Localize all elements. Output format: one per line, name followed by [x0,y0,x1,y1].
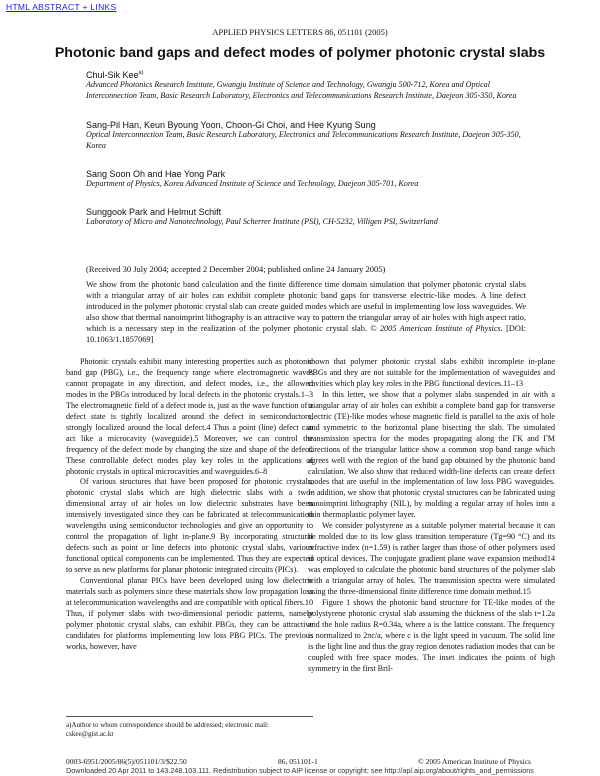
paragraph: shown that polymer photonic crystal slabs exhibit incomplete in-plane PBGs and they are not suitable for the implementation of waveguides and cavities which play key roles in the PBG functional devices.11–13 [308,357,555,388]
author-affiliation: Advanced Photonics Research Institute, Gwangju Institute of Science and Technology, Gwangju 500-712, Korea and Optical Interconnection Team, Basic Research Laboratory, Electronics and Telecommunications Research Institute, Daejeon 305-350, Korea [86,80,517,100]
author-names: Sunggook Park and Helmut Schift [86,207,222,217]
paragraph: Conventional planar PICs have been developed using low dielectric materials such as polymers since these materials show low propagation loss at telecommunication wavelengths and are compatible with optical fibers.10 Thus, if polymer slabs with two-dimensional periodic patterns, namely polymer photonic crystal slabs, can exhibit PBGs, they can be attractive candidates for platforms implementing low loss PBG PICs. The previous works, however, have [66,576,314,651]
footnote: a)Author to whom correspondence should be addressed; electronic mail: cskee@gist.ac.kr [66,716,313,739]
author-group-3 [86,169,526,190]
body-column-right [308,357,555,675]
paragraph: Of various structures that have been proposed for photonic crystals, photonic crystal slabs which are high dielectric slabs with a two-dimensional array of air holes on low dielectric substrates have been intensively investigated since they can be fabricated at telecommunication wavelengths using semiconductor technologies and give an opportunity to control the propagation of light in-plane.9 By incorporating structural defects such as point or line defects into photonic crystal slabs, various functional optical components can be implemented. Thus they are expected to serve as new platforms for planar photonic integrated circuits (PICs). [66,477,313,575]
doi-link[interactable]: [DOI: 10.1063/1.1857069] [86,323,526,344]
author-affiliation: Optical Interconnection Team, Basic Research Laboratory, Electronics and Telecommunications Research Institute, Daejeon 305-350, Korea [86,130,521,150]
author-group-2 [86,120,526,151]
author-group-1 [86,70,526,101]
page-title: Photonic band gaps and defect modes of polymer photonic crystal slabs [54,45,546,61]
paragraph: In this letter, we show that a polymer slabs suspended in air with a triangular array of air holes can exhibit a complete band gap for transverse electric (TE)-like modes whose magnetic field is parallel to the axis of hole and symmetric to the horizontal plane bisecting the slab. The simulated transmission spectra for the modes propagating along the ΓK and ΓM directions of the triangular lattice show a common stop band range which agrees well with the region of the band gap obtained by the photonic band calculation. We also show that reduced width-line defects can create defect modes that are useful in the implementation of low loss PBG waveguides. In addition, we show that photonic crystal structures can be fabricated using nanoimprint lithography (NIL), by molding a regular array of holes into a thin thermoplastic polymer layer. [308,389,555,520]
received-dates: (Received 30 July 2004; accepted 2 December 2004; published online 24 January 2005) [86,264,386,274]
html-abstract-links[interactable]: HTML ABSTRACT + LINKS [6,2,117,12]
paragraph: Figure 1 shows the photonic band structure for TE-like modes of the polystyrene photonic crystal slab assuming the thickness of the slab t=1.2a and the hole radius R=0.34a, where a is the lattice constant. The frequency is normalized to 2πc/a, where c is the light speed in vacuum. The solid line is the light line and thus the gray region denotes radiation modes that can be coupled with free space modes. The inset indicates the points of high symmetry in the first Bril- [308,597,555,673]
author-affiliation: Department of Physics, Korea Advanced Institute of Science and Technology, Daejeon 305-701, Korea [86,179,419,189]
author-affiliation: Laboratory of Micro and Nanotechnology, Paul Scherrer Institute (PSI), CH-5232, Villigen PSI, Switzerland [86,217,438,227]
download-notice: Downloaded 20 Apr 2011 to 143.248.103.111. Redistribution subject to AIP license or copyright; see http://apl.aip.org/about/rights_and_permissions [66,766,534,775]
footer-copyright: © 2005 American Institute of Physics [418,757,531,766]
author-names: Sang Soon Oh and Hae Yong Park [86,169,226,179]
abstract [86,280,526,346]
author-group-4 [86,207,526,228]
copyright-line: © 2005 American Institute of Physics. [370,323,503,333]
body-column-left [66,357,313,653]
author-names: Chul-Sik Kee$^{a)}$ [86,70,144,80]
paragraph: Photonic crystals exhibit many interesting properties such as photonic band gap (PBG), i.e., the frequency range where electromagnetic waves cannot propagate in any direction, and defect modes, i.e., the allowed modes in the PBGs introduced by local defects in the photonic crystals.1–3 The electromagnetic field of a defect mode is, just as the wave function of a defect state is tightly localized around the defect in semiconductors, strongly localized around the local defect.4 Thus a point (line) defect can act like a microcavity (waveguide).5 Moreover, we can control the frequency of the defect mode by changing the size and shape of the defect. These controllable defect modes play key roles in the applications of photonic crystals in optical microcavities and waveguides.6–8 [66,357,313,476]
author-names: Sang-Pil Han, Keun Byoung Yoon, Choon-Gi Choi, and Hee Kyung Sung [86,120,376,130]
running-head: APPLIED PHYSICS LETTERS 86, 051101 (2005) [212,27,388,37]
paragraph: We consider polystyrene as a suitable polymer material because it can be molded due to its low glass transition temperature (Tg=90 °C) and its refractive index (n=1.59) is rather larger than those of other polymers used in optical devices. The conjugate gradient plane wave expansion method14 was employed to calculate the photonic band structures of the polymer slab with a triangular array of holes. The transmission spectra were simulated using the three-dimensional finite difference time domain method.15 [308,521,555,597]
footer-left: 0003-6951/2005/86(5)/051101/3/$22.50 [66,757,187,766]
abstract-text: We show from the photonic band calculation and the finite difference time domain simulation that polymer photonic crystal slabs with a triangular array of air holes can exhibit complete photonic band gaps for transverse electric-like modes. A line defect introduced in the polymer photonic crystal slab can create guided modes which are useful in implementing low loss waveguides. We also show that thermal nanoimprint lithography is an attractive way to pattern the triangular array of air holes with high aspect ratio, which is a necessary step in the realization of the polymer photonic crystal slab. [86,280,526,333]
footer-page-number: 86, 051101-1 [278,757,318,766]
